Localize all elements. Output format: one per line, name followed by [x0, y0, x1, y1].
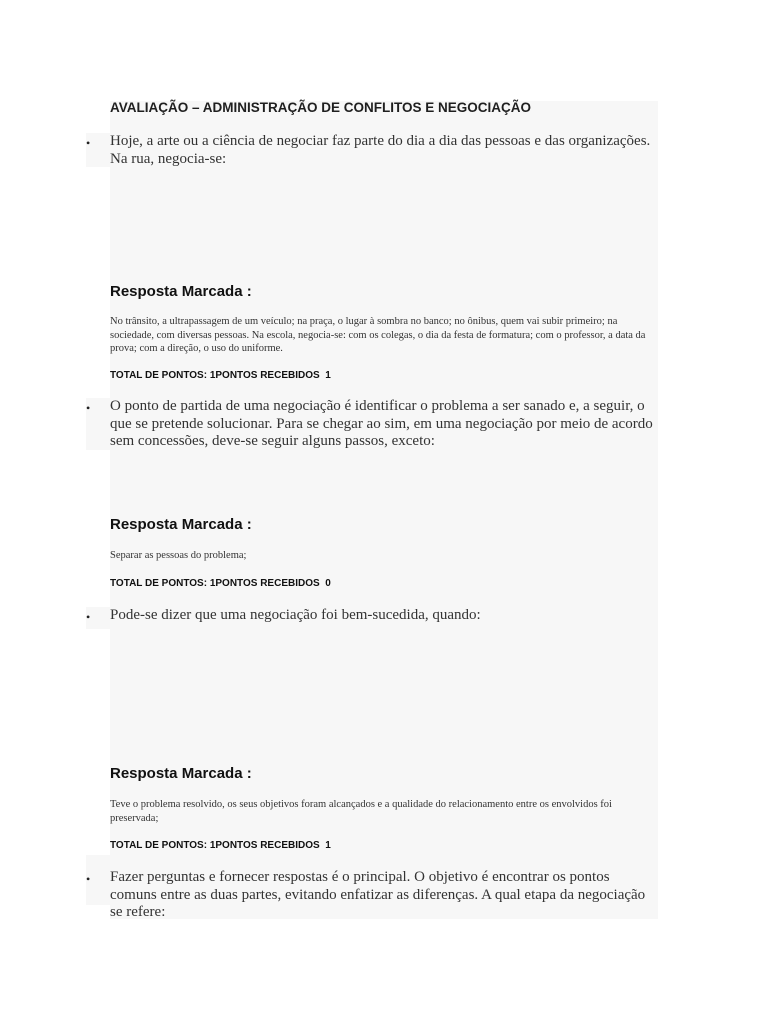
score-line: TOTAL DE PONTOS: 1PONTOS RECEBIDOS 0	[110, 578, 331, 589]
question-text: O ponto de partida de uma negociação é identificar o problema a ser sanado e, a seguir, o que se pretende solucionar. Para se chegar ao sim, em uma negociação por meio de acordo sem concessões, deve-se seguir alguns passos, exceto:	[110, 398, 653, 449]
answer-text: No trânsito, a ultrapassagem de um veículo; na praça, o lugar à sombra no banco; no ônibus, quem vai subir primeiro; na sociedade, com diversas pessoas. Na escola, negocia-se: com os colegas, o dia da festa de formatura; com o professor, a data da prova; com a direção, o uso do uniforme.	[110, 316, 646, 354]
question-text: Fazer perguntas e fornecer respostas é o principal. O objetivo é encontrar os pontos comuns entre as duas partes, evitando enfatizar as diferenças. A qual etapa da negociação se refere:	[110, 869, 646, 920]
response-heading: Resposta Marcada :	[110, 283, 252, 300]
response-heading: Resposta Marcada :	[110, 516, 252, 533]
answer-text: Teve o problema resolvido, os seus objetivos foram alcançados e a qualidade do relacionamento entre os envolvidos foi preservada;	[110, 799, 612, 824]
content-panel	[110, 101, 658, 919]
answer-text: Separar as pessoas do problema;	[110, 550, 247, 561]
page-title: AVALIAÇÃO – ADMINISTRAÇÃO DE CONFLITOS E NEGOCIAÇÃO	[110, 100, 532, 115]
response-heading: Resposta Marcada :	[110, 765, 252, 782]
bullet-marker: •	[86, 872, 91, 886]
score-line: TOTAL DE PONTOS: 1PONTOS RECEBIDOS 1	[110, 840, 331, 851]
question-text: Pode-se dizer que uma negociação foi bem-sucedida, quando:	[110, 607, 481, 623]
score-line: TOTAL DE PONTOS: 1PONTOS RECEBIDOS 1	[110, 370, 331, 381]
question-text: Hoje, a arte ou a ciência de negociar faz parte do dia a dia das pessoas e das organizações. Na rua, negocia-se:	[110, 133, 651, 167]
bullet-marker: •	[86, 610, 91, 624]
bullet-marker: •	[86, 136, 91, 150]
bullet-marker: •	[86, 401, 91, 415]
